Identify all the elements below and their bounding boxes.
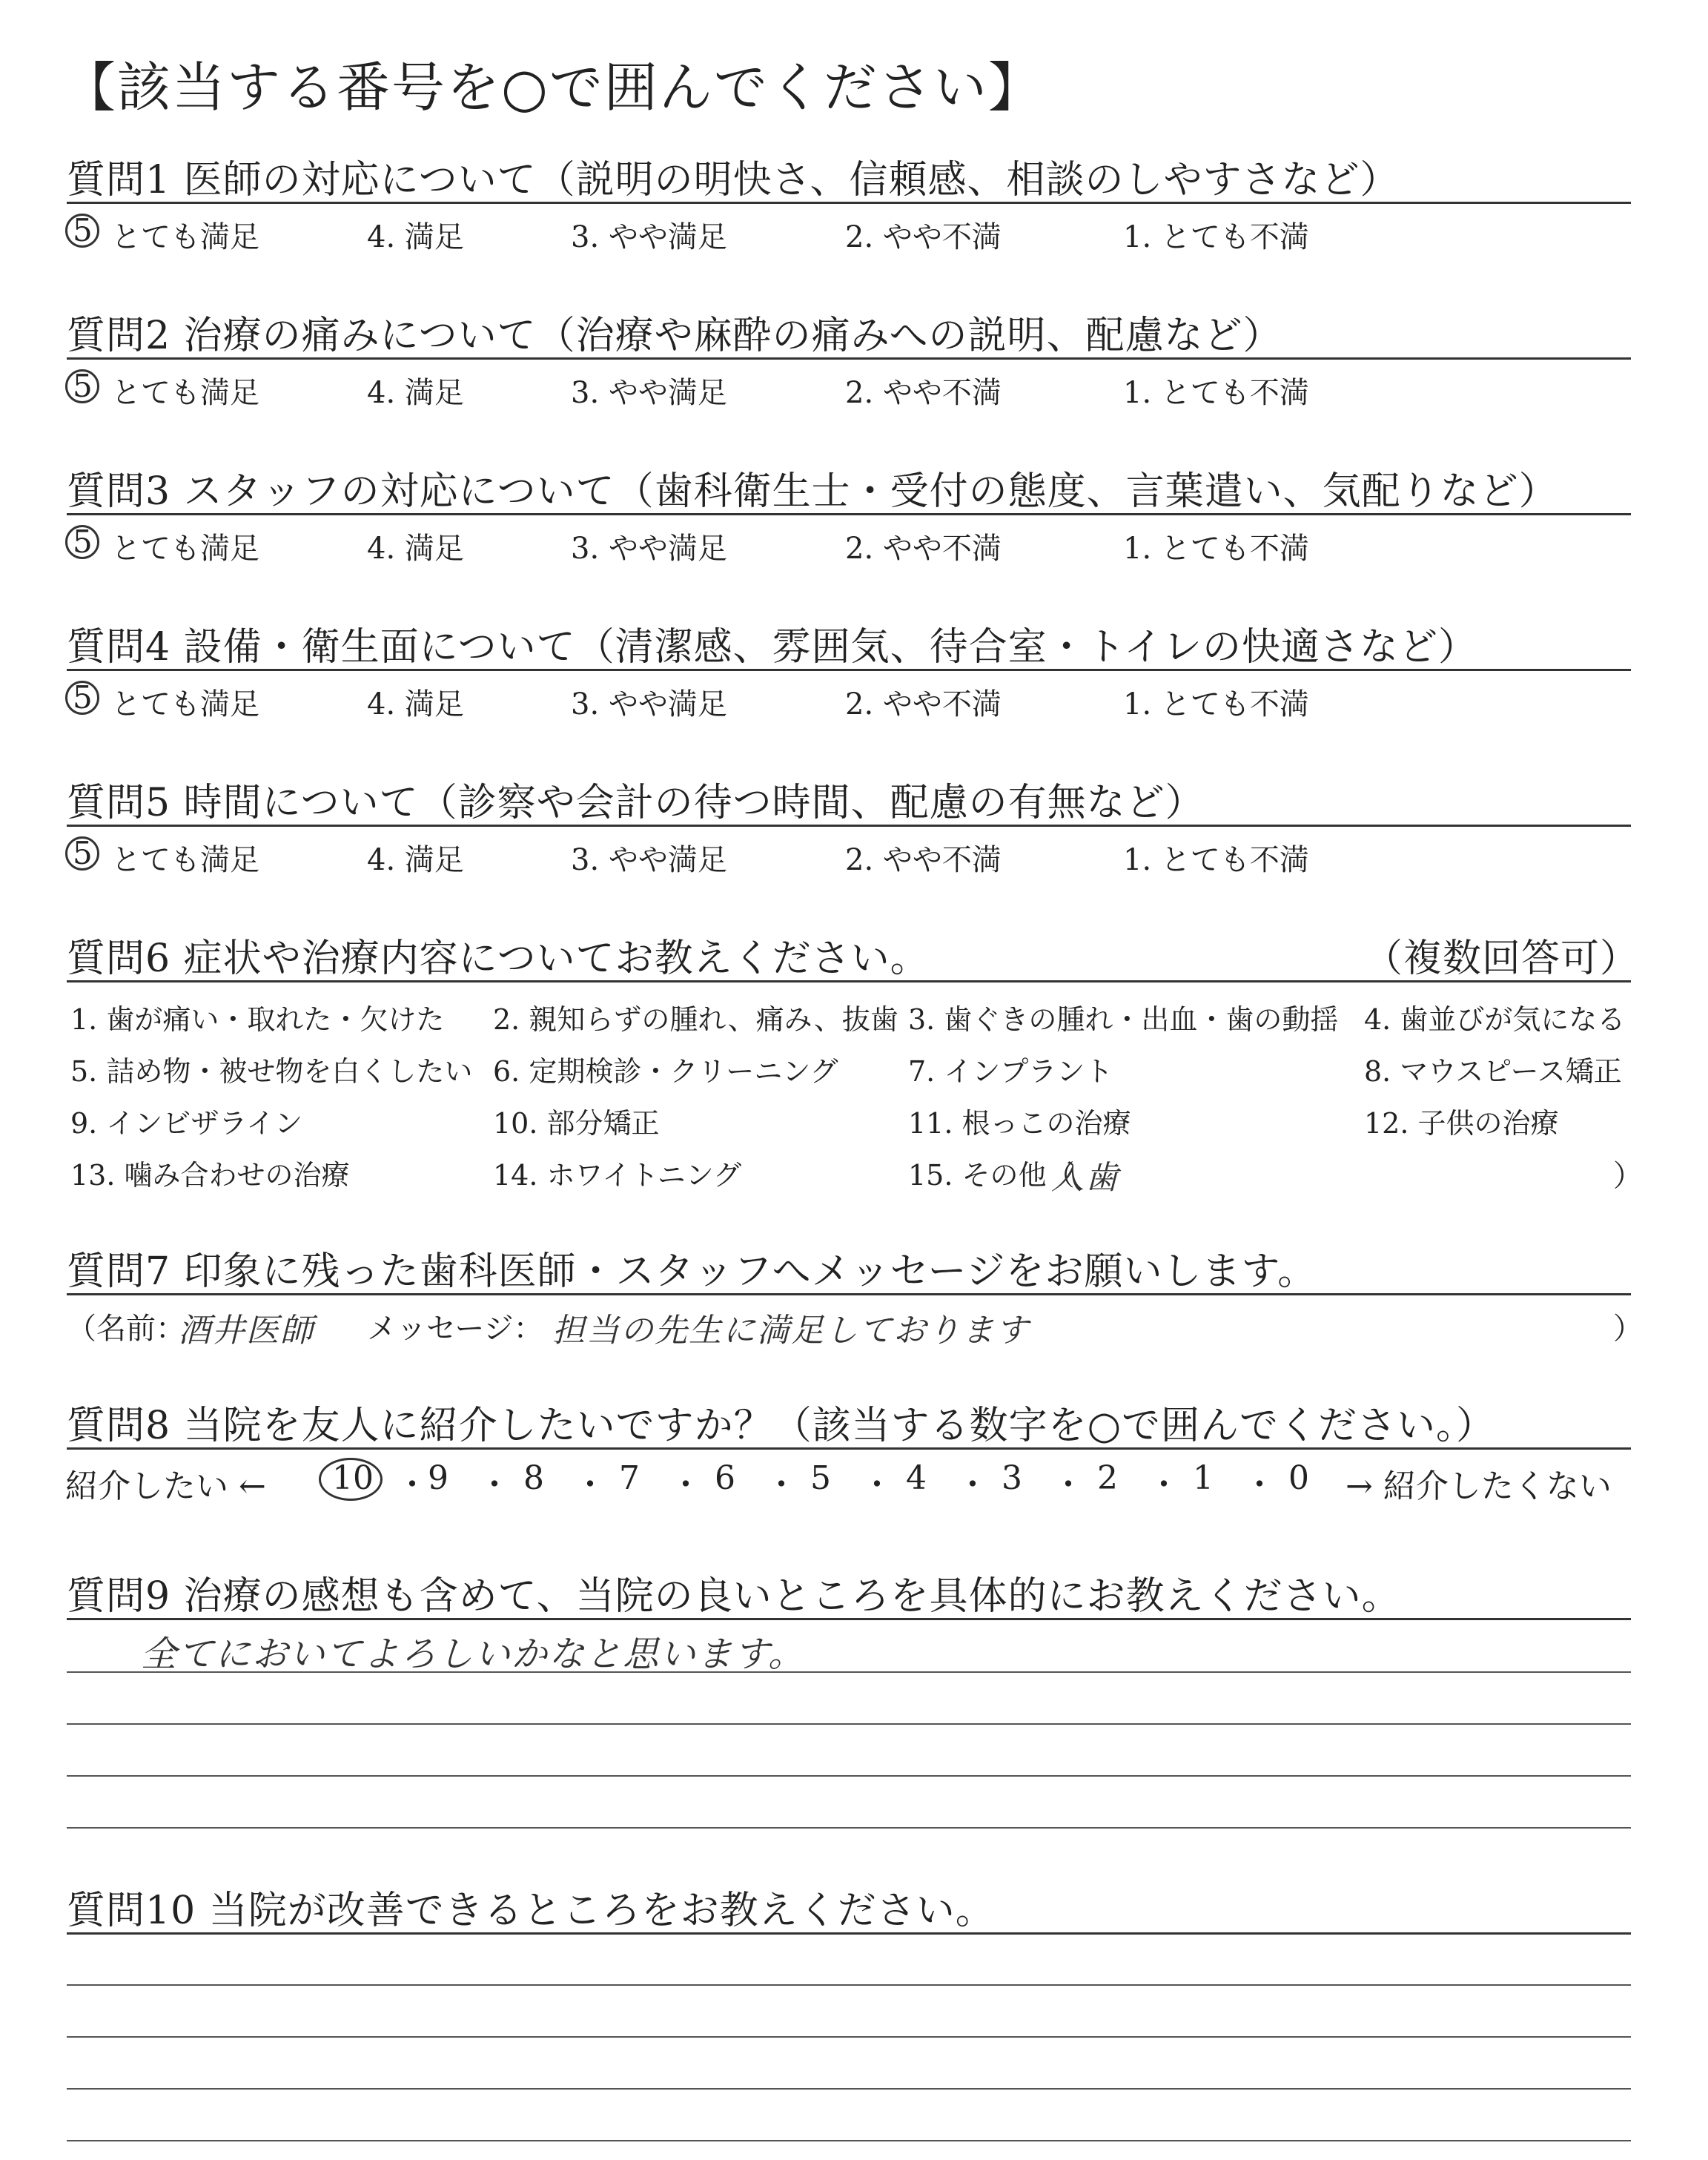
q2-option-3[interactable]: 3. やや満足 [571, 376, 727, 410]
q3-option-4[interactable]: 2. やや不満 [845, 532, 1002, 566]
q6-other-handwritten: 入歯 [1051, 1159, 1119, 1197]
q3-option-2[interactable]: 4. 満足 [367, 532, 464, 566]
q9-answer-handwritten: 全てにおいてよろしいかなと思います。 [141, 1634, 806, 1675]
q7-name-handwritten: 酒井医師 [178, 1312, 314, 1350]
q1-option-5[interactable]: 1. とても不満 [1123, 220, 1309, 254]
q8-scale-separator: ・ [1148, 1466, 1180, 1504]
q4-title: 質問4 設備・衛生面について（清潔感、雰囲気、待合室・トイレの快適さなど） [67, 625, 1477, 670]
q9-line [67, 1827, 1631, 1829]
q9-title: 質問9 治療の感想も含めて、当院の良いところを具体的にお教えください。 [67, 1574, 1401, 1619]
q10-line [67, 1984, 1631, 1986]
q6-item[interactable]: 7. インプラント [908, 1055, 1113, 1088]
q1-option-3[interactable]: 3. やや満足 [571, 220, 727, 254]
q8-scale-separator: ・ [1052, 1466, 1085, 1504]
q8-scale-separator: ・ [396, 1466, 428, 1504]
q6-item[interactable]: 4. 歯並びが気になる [1364, 1003, 1626, 1036]
q6-item[interactable]: 3. 歯ぐきの腫れ・出血・歯の動揺 [908, 1003, 1339, 1036]
q7-rule [67, 1293, 1631, 1295]
q8-scale-separator: ・ [1243, 1466, 1276, 1504]
q1-option-4[interactable]: 2. やや不満 [845, 220, 1002, 254]
q3-rule [67, 513, 1631, 515]
q1-selected-number: 5 [73, 212, 93, 248]
q10-line [67, 2140, 1631, 2141]
q4-option-3[interactable]: 3. やや満足 [571, 687, 727, 721]
q8-scale-value[interactable]: 0 [1288, 1459, 1309, 1497]
q6-rule [67, 980, 1631, 982]
q6-item[interactable]: 15. その他（ [908, 1159, 1075, 1192]
q6-item[interactable]: 6. 定期検診・クリーニング [493, 1055, 838, 1088]
q8-scale-value[interactable]: 3 [1002, 1459, 1022, 1497]
q2-option-2[interactable]: 4. 満足 [367, 376, 464, 410]
q7-message-label: メッセージ： [367, 1312, 543, 1346]
q3-option-5[interactable]: 1. とても不満 [1123, 532, 1309, 566]
q4-rule [67, 669, 1631, 671]
q5-option-5[interactable]: 1. とても不満 [1123, 843, 1309, 877]
q8-scale-value[interactable]: 2 [1097, 1459, 1118, 1497]
q9-line [67, 1775, 1631, 1777]
q4-option-5[interactable]: 1. とても不満 [1123, 687, 1309, 721]
q7-title: 質問7 印象に残った歯科医師・スタッフへメッセージをお願いします。 [67, 1249, 1317, 1294]
q8-scale-value[interactable]: 8 [523, 1459, 544, 1497]
q2-option-1[interactable]: とても満足 [111, 376, 259, 410]
q8-scale-separator: ・ [478, 1466, 511, 1504]
q5-option-2[interactable]: 4. 満足 [367, 843, 464, 877]
q8-right-label: → 紹介したくない [1345, 1467, 1612, 1505]
q1-option-1[interactable]: とても満足 [111, 220, 259, 254]
q1-option-2[interactable]: 4. 満足 [367, 220, 464, 254]
q2-rule [67, 357, 1631, 360]
q9-rule [67, 1618, 1631, 1620]
q1-rule [67, 202, 1631, 204]
q3-option-3[interactable]: 3. やや満足 [571, 532, 727, 566]
q6-close-paren: ） [1613, 1159, 1643, 1193]
q8-scale-separator: ・ [574, 1466, 606, 1504]
q8-selected-circle [319, 1458, 383, 1501]
q8-scale-value[interactable]: 4 [906, 1459, 927, 1497]
q8-scale-separator: ・ [956, 1466, 989, 1504]
q6-item[interactable]: 9. インビザライン [70, 1107, 303, 1140]
q5-title: 質問5 時間について（診察や会計の待つ時間、配慮の有無など） [67, 781, 1205, 825]
q8-scale-separator: ・ [669, 1466, 702, 1504]
q8-rule [67, 1447, 1631, 1450]
q3-selected-number: 5 [73, 524, 93, 560]
q5-selected-number: 5 [73, 835, 93, 871]
q7-close-paren: ） [1613, 1312, 1643, 1346]
q10-line [67, 2036, 1631, 2038]
q8-scale-value[interactable]: 6 [715, 1459, 735, 1497]
q7-name-label: （名前： [67, 1312, 185, 1346]
q10-rule [67, 1932, 1631, 1935]
q8-scale-value[interactable]: 5 [810, 1459, 831, 1497]
q6-title: 質問6 症状や治療内容についてお教えください。 [67, 937, 930, 981]
q3-title: 質問3 スタッフの対応について（歯科衛生士・受付の態度、言葉遣い、気配りなど） [67, 469, 1558, 514]
q6-item[interactable]: 14. ホワイトニング [493, 1159, 742, 1192]
q5-rule [67, 825, 1631, 827]
page-header: 【該当する番号を○で囲んでください】 [62, 56, 1043, 119]
q6-item[interactable]: 10. 部分矯正 [493, 1107, 660, 1140]
q8-scale-value[interactable]: 9 [428, 1459, 448, 1497]
q4-option-2[interactable]: 4. 満足 [367, 687, 464, 721]
q6-item[interactable]: 12. 子供の治療 [1364, 1107, 1559, 1140]
q8-scale-value[interactable]: 1 [1193, 1459, 1214, 1497]
q6-item[interactable]: 2. 親知らずの腫れ、痛み、抜歯 [493, 1003, 898, 1036]
q4-option-1[interactable]: とても満足 [111, 687, 259, 721]
q5-option-1[interactable]: とても満足 [111, 843, 259, 877]
q2-option-4[interactable]: 2. やや不満 [845, 376, 1002, 410]
q2-title: 質問2 治療の痛みについて（治療や麻酔の痛みへの説明、配慮など） [67, 314, 1282, 358]
q8-scale-value[interactable]: 10 [332, 1459, 374, 1497]
q5-option-4[interactable]: 2. やや不満 [845, 843, 1002, 877]
q8-left-label: 紹介したい ← [65, 1467, 266, 1505]
q2-selected-number: 5 [73, 368, 93, 404]
q6-item[interactable]: 1. 歯が痛い・取れた・欠けた [70, 1003, 445, 1036]
q6-item[interactable]: 11. 根っこの治療 [908, 1107, 1131, 1140]
q3-option-1[interactable]: とても満足 [111, 532, 259, 566]
q5-option-3[interactable]: 3. やや満足 [571, 843, 727, 877]
q8-scale-separator: ・ [765, 1466, 798, 1504]
q6-note: （複数回答可） [1364, 937, 1640, 981]
q10-title: 質問10 当院が改善できるところをお教えください。 [67, 1889, 995, 1933]
q6-item[interactable]: 5. 詰め物・被せ物を白くしたい [70, 1055, 473, 1088]
q1-title: 質問1 医師の対応について（説明の明快さ、信頼感、相談のしやすさなど） [67, 158, 1400, 202]
q2-option-5[interactable]: 1. とても不満 [1123, 376, 1309, 410]
q8-scale-separator: ・ [861, 1466, 893, 1504]
q10-line [67, 2088, 1631, 2090]
q4-selected-number: 5 [73, 679, 93, 716]
q8-title: 質問8 当院を友人に紹介したいですか？（該当する数字を○で囲んでください。） [67, 1404, 1495, 1448]
q9-line [67, 1671, 1631, 1673]
q6-item[interactable]: 13. 噛み合わせの治療 [70, 1159, 350, 1192]
q7-message-handwritten: 担当の先生に満足しております [552, 1312, 1030, 1350]
q6-item[interactable]: 8. マウスピース矯正 [1364, 1055, 1622, 1088]
q9-line [67, 1723, 1631, 1725]
q4-option-4[interactable]: 2. やや不満 [845, 687, 1002, 721]
q8-scale-value[interactable]: 7 [619, 1459, 640, 1497]
